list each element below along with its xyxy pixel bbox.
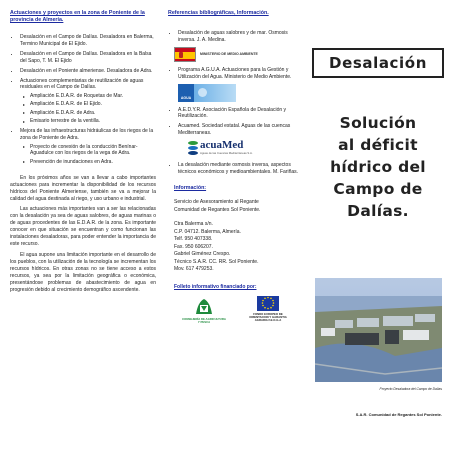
projects-section-title: Actuaciones y proyectos en la zona de Poniente de la provincia de Almería.: [10, 10, 145, 24]
project-subitem: ▸ Proyecto de conexión de la conducción Benínar-Aguadulce con los riegos de la vega de Adra.: [30, 144, 156, 158]
subtitle-line: al déficit: [338, 136, 418, 154]
cover-subtitle: [308, 112, 448, 222]
project-subitem: ▸ Ampliación E.D.A.R. de Roquetas de Mar.: [30, 93, 156, 100]
middle-column: [162, 0, 304, 452]
photo-caption: Proyecto Desaladora del Campo de Dalías: [379, 387, 442, 391]
acuamed-wave-icon: [188, 140, 198, 156]
cover-title: Desalación: [312, 48, 444, 78]
subtitle-line: Campo de: [333, 180, 423, 198]
reference-item: • Acuamed. Sociedad estatal. Aguas de las cuencas Mediterraneas.: [178, 123, 300, 137]
references-list-2: [168, 67, 300, 81]
references-list: [168, 30, 300, 44]
info-line: Ctra Balerma s/n.: [174, 221, 213, 228]
info-line: Técnico S.A.R. CC. RR. Sol Poniente.: [174, 258, 259, 265]
subtitle-line: Solución: [339, 114, 417, 132]
info-line: Servicio de Asesoramiento al Regante: [174, 199, 259, 206]
project-subitem: ▸ Ampliación E.D.A.R. de Adra.: [30, 110, 156, 117]
plant-aerial-image: [315, 278, 442, 382]
agua-logo-text: AGUA: [178, 84, 194, 102]
ministry-logo: [174, 47, 300, 62]
body-text: [10, 175, 156, 295]
junta-logo: [182, 296, 226, 324]
info-line: Comunidad de Regantes Sol Poniente.: [174, 206, 261, 213]
project-item: [20, 34, 156, 48]
agua-program-logo: [178, 84, 236, 102]
project-item: [20, 51, 156, 65]
project-item-text: Actuaciones complementarias de reutilización de aguas residuales en el Campo de Dalías.: [20, 77, 144, 91]
acuamed-logo: [188, 140, 300, 156]
subtitle-line: hídrico del: [330, 158, 426, 176]
left-column: [0, 0, 162, 452]
body-paragraph: Las actuaciones más importantes van a ser las relacionadas con la desalación ya sea de aguas salobres, de aguas marinas o de aguas procedentes de las E.D.A.R. de la zona. Es importante conocer en que situación se encuentran y como funcionan las instalaciones desaladoras, para poder entender la importancia de este recurso.: [10, 205, 156, 248]
body-paragraph: En los próximos años se van a llevar a cabo importantes actuaciones para incrementar la disponibilidad de los recursos hídricos del Poniente Almeriense, también se va a mejorar la calidad del agua destinada al riego, y uso urbano e industrial.: [10, 174, 156, 202]
feoga-logo-text: FONDO EUROPEO DE ORIENTACION Y GARANTIA AGRARIA F.E.O.G.A: [249, 311, 287, 323]
reference-item: • A.E.D.Y.R. Asociación Española de Desalación y Reutilización.: [178, 107, 300, 121]
acuamed-logo-text: acuaMed: [200, 139, 244, 152]
info-line: Gabriel Giménez Crespo.: [174, 251, 231, 258]
feoga-logo: [246, 296, 290, 322]
body-paragraph: El agua supone una limitación importante en el desarrollo de los pueblos, con la utilización de la tecnología se incrementan los recursos hídricos. En otras zonas no se tiene acceso a estos recursos, ya sea por la limitación geográfica o económica, presentándose problemas de abastecimiento de agua en progresión debido al crecimiento demográfico ascendente.: [10, 251, 156, 293]
eu-flag-icon: [257, 296, 279, 311]
projects-list: [10, 34, 156, 165]
project-subitem: ▸ Ampliación E.D.A.R. de El Ejido.: [30, 101, 156, 108]
project-item-text: Desalación en el Campo de Dalías. Desaladora en Balerma, Termino Municipal de El Ejido.: [20, 34, 154, 48]
spain-flag-icon: [174, 47, 196, 62]
junta-andalucia-icon: [193, 296, 215, 316]
references-list-3: [168, 107, 300, 137]
ministry-logo-text: MINISTERIO DE MEDIO AMBIENTE: [200, 52, 258, 57]
project-subitem: ▸ Prevención de inundaciones en Adra.: [30, 159, 156, 166]
info-line: Telf. 950 407338.: [174, 236, 213, 243]
project-item: [20, 128, 156, 165]
project-item: [20, 78, 156, 125]
footer-organization: S.A.R. Comunidad de Regantes Sol Poniente.: [355, 412, 442, 417]
reference-item: • Programa A.G.U.A. Actuaciones para la Gestión y Utilización del Agua. Ministerio de Medio Ambiente.: [178, 67, 300, 81]
project-item-text: Desalación en el Campo de Dalías. Desaladora en la Balsa del Sapo, T. M. El Ejido: [20, 50, 152, 64]
water-drop-icon: [194, 84, 236, 102]
reference-item: • La desalación mediante osmosis inversa, aspectos técnicos económicos y medioambientales. M. Fariñas.: [178, 162, 300, 176]
project-item-text: Desalación en el Poniente almeriense. Desaladora de Adra.: [20, 67, 153, 74]
funding-title: Folleto informativo financiado por:: [174, 283, 257, 290]
info-line: Fax. 950 606207.: [174, 243, 213, 250]
project-item-text: Mejora de las infraestructuras hidráulicas de los riegos de la zona de Poniente de Adra.: [20, 128, 154, 141]
desalination-plant-photo: [315, 278, 442, 382]
funding-logos: [172, 296, 300, 324]
info-line: Mov. 617 479253.: [174, 266, 214, 273]
junta-logo-text: CONSEJERÍA DE AGRICULTURA Y PESCA: [182, 316, 226, 324]
cover-column: [304, 0, 452, 452]
info-title: Información:: [174, 185, 207, 192]
project-subitem: ▸ Emisario terrestre de la ventilla.: [30, 118, 156, 125]
acuamed-logo-subtext: Aguas de las Cuencas Mediterráneas S.A.: [200, 151, 253, 156]
subtitle-line: Dalías.: [347, 202, 409, 220]
references-list-4: [168, 162, 300, 176]
reference-item: • Desalación de aguas salobres y de mar. Osmosis inversa. J. A. Medina.: [178, 30, 300, 44]
project-item: [20, 68, 156, 75]
info-line: C.P. 04712. Balerma, Almería.: [174, 228, 241, 235]
references-title: Referencias bibliográficas, Información.: [168, 10, 269, 16]
